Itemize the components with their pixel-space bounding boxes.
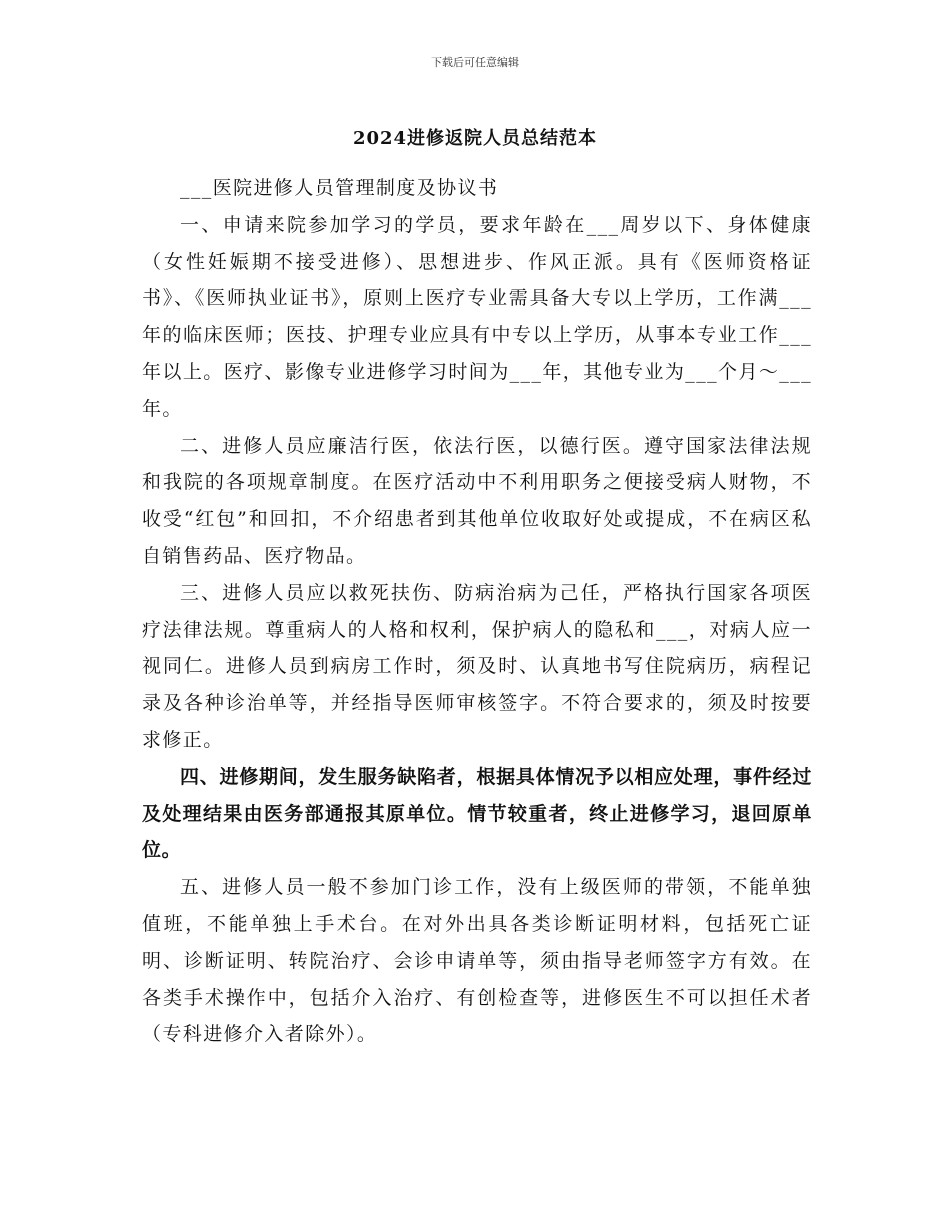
- paragraph-5: 五、进修人员一般不参加门诊工作，没有上级医师的带领，不能单独值班，不能单独上手术台。在对外出具各类诊断证明材料，包括死亡证明、诊断证明、转院治疗、会诊申请单等，须由指导老师签字方有效。在各类手术操作中，包括介入治疗、有创检查等，进修医生不可以担任术者（专科进修介入者除外）。: [142, 876, 812, 1046]
- paragraph-2: 二、进修人员应廉洁行医，依法行医，以德行医。遵守国家法律法规和我院的各项规章制度。在医疗活动中不利用职务之便接受病人财物，不收受“红包”和回扣，不介绍患者到其他单位收取好处或提成，不在病区私自销售药品、医疗物品。: [142, 434, 812, 567]
- document-subtitle: ___医院进修人员管理制度及协议书: [180, 177, 499, 199]
- document-title: 2024进修返院人员总结范本: [352, 128, 598, 149]
- paragraph-3: 三、进修人员应以救死扶伤、防病治病为己任，严格执行国家各项医疗法律法规。尊重病人的人格和权利，保护病人的隐私和___，对病人应一视同仁。进修人员到病房工作时，须及时、认真地书写住院病历，病程记录及各种诊治单等，并经指导医师审核签字。不符合要求的，须及时按要求修正。: [142, 581, 812, 751]
- page-header-note: 下载后可任意编辑: [431, 56, 519, 69]
- document-body: [142, 170, 812, 1053]
- paragraph-4: 四、进修期间，发生服务缺陷者，根据具体情况予以相应处理，事件经过及处理结果由医务部通报其原单位。情节较重者，终止进修学习，退回原单位。: [142, 765, 812, 862]
- paragraph-1: 一、申请来院参加学习的学员，要求年龄在___周岁以下、身体健康（女性妊娠期不接受进修）、思想进步、作风正派。具有《医师资格证书》、《医师执业证书》，原则上医疗专业需具备大专以上学历，工作满___年的临床医师；医技、护理专业应具有中专以上学历，从事本专业工作___年以上。医疗、影像专业进修学习时间为___年，其他专业为___个月～___年。: [142, 213, 812, 420]
